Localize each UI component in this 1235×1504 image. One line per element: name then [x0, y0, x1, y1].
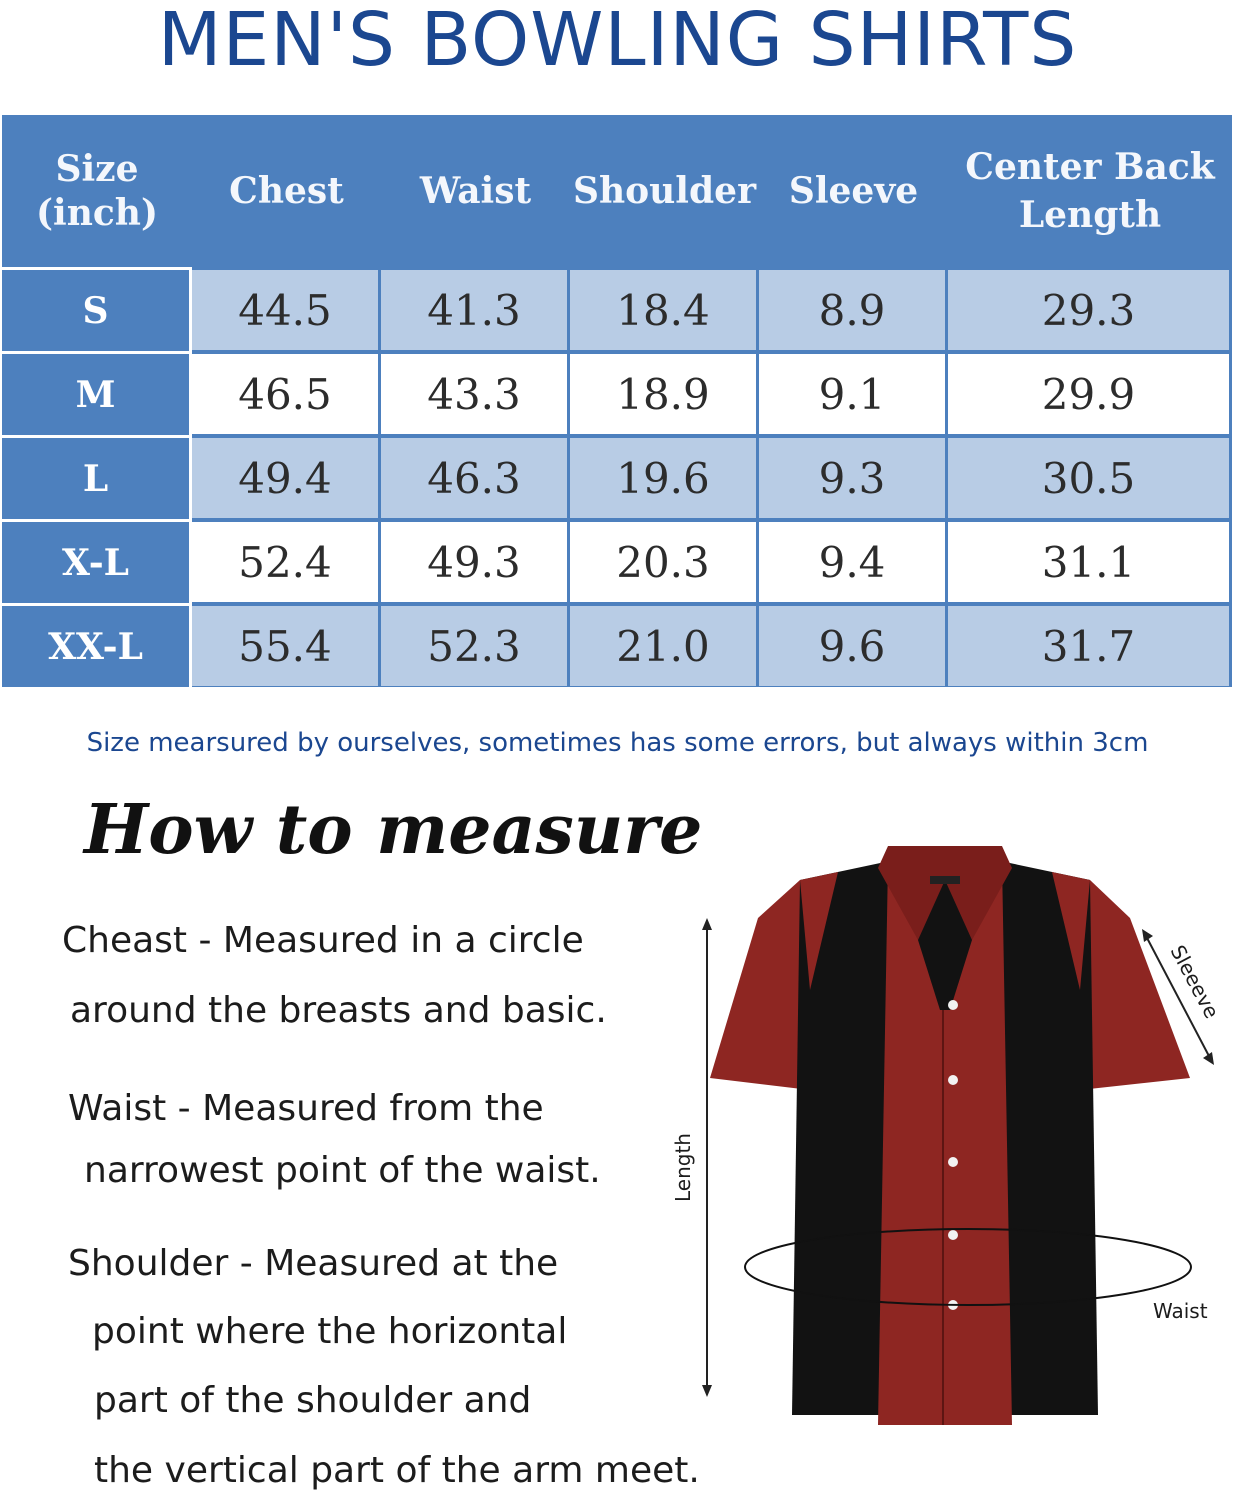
shoulder-cell: 18.9 — [570, 351, 759, 435]
sleeve-cell: 9.1 — [759, 351, 948, 435]
chest-cell: 52.4 — [192, 519, 381, 603]
table-header-row — [2, 115, 1232, 267]
left-sleeve — [710, 880, 810, 1090]
size-cell: X-L — [2, 519, 192, 603]
length-cell: 29.3 — [948, 267, 1232, 351]
waist-cell: 49.3 — [381, 519, 570, 603]
shirt-button — [948, 1000, 958, 1010]
shirt-diagram — [660, 840, 1235, 1500]
length-cell: 29.9 — [948, 351, 1232, 435]
length-arrow — [702, 918, 712, 1397]
table-row — [2, 519, 1232, 603]
header-size-line2: (inch) — [35, 192, 158, 234]
shoulder-instruction-line1: Shoulder - Measured at the — [68, 1243, 559, 1284]
size-cell: L — [2, 435, 192, 519]
shoulder-instruction-line3: part of the shoulder and — [94, 1380, 532, 1421]
waist-instruction-line1: Waist - Measured from the — [68, 1088, 544, 1129]
table-row — [2, 351, 1232, 435]
shirt-button — [948, 1157, 958, 1167]
chest-cell: 55.4 — [192, 603, 381, 687]
header-sleeve: Sleeve — [759, 115, 948, 267]
header-back-line1: Center Back — [965, 146, 1215, 188]
shirt-button — [948, 1075, 958, 1085]
header-chest: Chest — [192, 115, 381, 267]
shoulder-cell: 20.3 — [570, 519, 759, 603]
shoulder-cell: 18.4 — [570, 267, 759, 351]
shirt-diagram-svg — [660, 840, 1235, 1500]
how-to-measure-title: How to measure — [84, 790, 703, 870]
page-title: MEN'S BOWLING SHIRTS — [157, 0, 1078, 83]
waist-label: Waist — [1153, 1299, 1208, 1323]
header-back-line2: Length — [1018, 194, 1162, 236]
size-cell: XX-L — [2, 603, 192, 687]
header-waist: Waist — [381, 115, 570, 267]
header-size — [2, 115, 192, 267]
table-row — [2, 267, 1232, 351]
table-row — [2, 435, 1232, 519]
shirt-tag — [930, 876, 960, 884]
waist-cell: 52.3 — [381, 603, 570, 687]
table-body — [2, 267, 1232, 687]
header-center-back-length — [948, 115, 1232, 267]
length-cell: 31.1 — [948, 519, 1232, 603]
sleeve-cell: 8.9 — [759, 267, 948, 351]
header-size-line1: Size — [55, 148, 139, 190]
length-cell: 31.7 — [948, 603, 1232, 687]
sleeve-cell: 9.3 — [759, 435, 948, 519]
size-cell: S — [2, 267, 192, 351]
sleeve-cell: 9.6 — [759, 603, 948, 687]
size-cell: M — [2, 351, 192, 435]
table-row — [2, 603, 1232, 687]
chest-cell: 44.5 — [192, 267, 381, 351]
chest-cell: 46.5 — [192, 351, 381, 435]
sleeve-cell: 9.4 — [759, 519, 948, 603]
shirt-button — [948, 1230, 958, 1240]
shoulder-instruction-line2: point where the horizontal — [92, 1311, 568, 1352]
chest-cell: 49.4 — [192, 435, 381, 519]
shoulder-cell: 19.6 — [570, 435, 759, 519]
waist-cell: 41.3 — [381, 267, 570, 351]
waist-instruction-line2: narrowest point of the waist. — [84, 1150, 601, 1191]
chest-instruction-line2: around the breasts and basic. — [70, 990, 607, 1031]
size-chart-table — [2, 115, 1232, 687]
waist-cell: 43.3 — [381, 351, 570, 435]
shoulder-instruction-line4: the vertical part of the arm meet. — [94, 1450, 700, 1491]
length-cell: 30.5 — [948, 435, 1232, 519]
header-shoulder: Shoulder — [570, 115, 759, 267]
right-sleeve — [1080, 880, 1190, 1090]
chest-instruction-line1: Cheast - Measured in a circle — [62, 920, 584, 961]
sleeve-label: Sleeeve — [1165, 941, 1225, 1023]
waist-cell: 46.3 — [381, 435, 570, 519]
length-label: Length — [671, 1133, 695, 1202]
measurement-note: Size mearsured by ourselves, sometimes has some errors, but always within 3cm — [86, 728, 1149, 758]
shoulder-cell: 21.0 — [570, 603, 759, 687]
